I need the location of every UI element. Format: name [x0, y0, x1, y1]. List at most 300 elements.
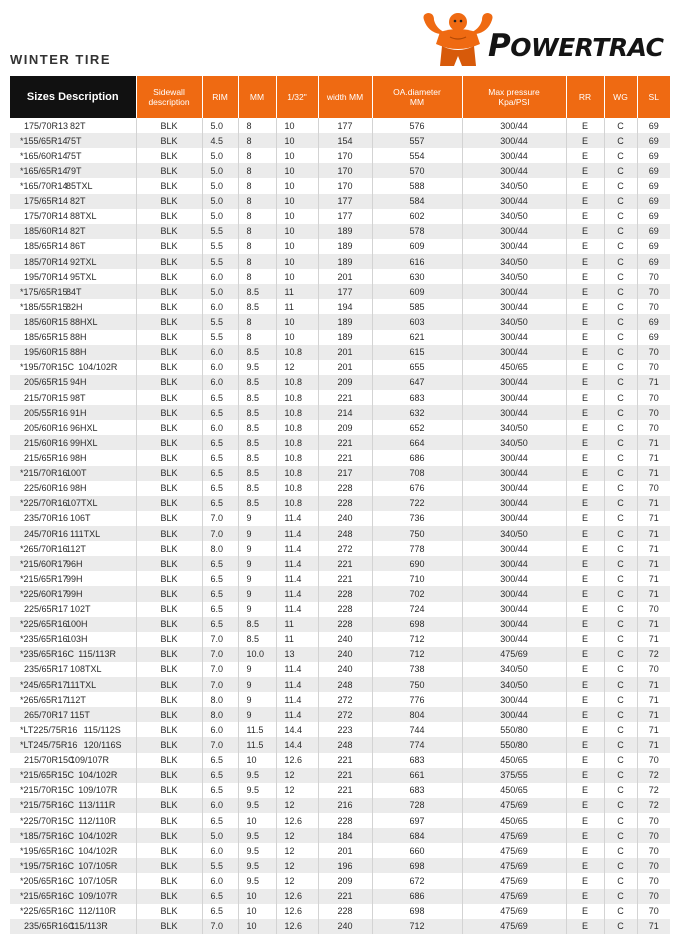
table-row: [10, 178, 670, 193]
spec-cell: 71: [637, 722, 670, 737]
spec-cell: 6.0: [202, 873, 238, 888]
table-row: [10, 163, 670, 178]
spec-cell: E: [566, 737, 604, 752]
size-description-cell: [10, 753, 136, 768]
spec-cell: 11.4: [276, 707, 318, 722]
table-row: [10, 692, 670, 707]
spec-cell: BLK: [136, 466, 202, 481]
column-header: 1/32": [276, 76, 318, 118]
load-speed-index: 92TXL: [70, 256, 97, 267]
spec-cell: 8: [238, 118, 276, 133]
spec-cell: E: [566, 405, 604, 420]
column-header: RR: [566, 76, 604, 118]
table-row: [10, 148, 670, 163]
size-description-cell: [10, 677, 136, 692]
spec-cell: 585: [372, 299, 462, 314]
spec-cell: 10.8: [276, 390, 318, 405]
spec-cell: 10: [276, 330, 318, 345]
spec-cell: 804: [372, 707, 462, 722]
spec-cell: 300/44: [462, 707, 566, 722]
spec-cell: 10: [276, 118, 318, 133]
spec-cell: 72: [637, 798, 670, 813]
spec-cell: BLK: [136, 737, 202, 752]
load-speed-index: 108TXL: [70, 664, 102, 675]
size-description-cell: [10, 239, 136, 254]
spec-cell: BLK: [136, 571, 202, 586]
table-row: [10, 707, 670, 722]
spec-cell: 11.5: [238, 737, 276, 752]
spec-cell: 609: [372, 284, 462, 299]
spec-cell: 11.4: [276, 571, 318, 586]
spec-cell: 201: [318, 360, 372, 375]
size-description-cell: [10, 586, 136, 601]
spec-cell: 71: [637, 737, 670, 752]
table-row: [10, 526, 670, 541]
spec-cell: 70: [637, 481, 670, 496]
table-row: [10, 828, 670, 843]
load-speed-index: 75T: [66, 150, 82, 161]
load-speed-index: 112/110R: [78, 815, 116, 826]
load-speed-index: 109/107R: [78, 785, 118, 796]
spec-cell: 72: [637, 647, 670, 662]
spec-cell: 71: [637, 375, 670, 390]
spec-cell: BLK: [136, 194, 202, 209]
spec-cell: 10.8: [276, 420, 318, 435]
spec-cell: 69: [637, 314, 670, 329]
load-speed-index: 102T: [70, 604, 91, 615]
spec-cell: 12: [276, 828, 318, 843]
spec-cell: E: [566, 692, 604, 707]
spec-cell: BLK: [136, 798, 202, 813]
tire-size: 175/65R14: [24, 196, 69, 207]
spec-cell: 69: [637, 163, 670, 178]
spec-cell: 300/44: [462, 194, 566, 209]
spec-cell: 698: [372, 617, 462, 632]
spec-cell: 8.5: [238, 390, 276, 405]
spec-cell: 10: [238, 813, 276, 828]
spec-cell: E: [566, 707, 604, 722]
table-row: [10, 677, 670, 692]
spec-cell: BLK: [136, 541, 202, 556]
spec-cell: 10.8: [276, 345, 318, 360]
spec-cell: 10: [276, 254, 318, 269]
spec-cell: 194: [318, 299, 372, 314]
spec-cell: 69: [637, 239, 670, 254]
spec-cell: 475/69: [462, 873, 566, 888]
spec-cell: 778: [372, 541, 462, 556]
spec-cell: C: [604, 692, 637, 707]
spec-cell: BLK: [136, 602, 202, 617]
spec-cell: 672: [372, 873, 462, 888]
tire-size: *155/65R14: [20, 135, 68, 146]
spec-cell: 340/50: [462, 178, 566, 193]
table-row: [10, 375, 670, 390]
load-speed-index: 111TXL: [70, 528, 101, 539]
size-description-cell: [10, 843, 136, 858]
spec-cell: 300/44: [462, 541, 566, 556]
size-description-cell: [10, 919, 136, 934]
size-description-cell: [10, 118, 136, 133]
table-row: [10, 511, 670, 526]
table-row: [10, 194, 670, 209]
spec-cell: E: [566, 571, 604, 586]
spec-cell: E: [566, 375, 604, 390]
spec-cell: 196: [318, 858, 372, 873]
spec-cell: C: [604, 571, 637, 586]
tire-size: 205/60R16: [24, 422, 69, 433]
spec-cell: C: [604, 360, 637, 375]
powertrac-logo: [418, 10, 670, 68]
spec-cell: E: [566, 163, 604, 178]
size-description-cell: [10, 148, 136, 163]
spec-cell: 11.5: [238, 722, 276, 737]
spec-cell: 652: [372, 420, 462, 435]
load-speed-index: 103H: [66, 634, 88, 645]
spec-cell: E: [566, 314, 604, 329]
table-row: [10, 662, 670, 677]
spec-cell: C: [604, 496, 637, 511]
spec-cell: 6.0: [202, 722, 238, 737]
spec-cell: 6.5: [202, 617, 238, 632]
spec-cell: 8: [238, 314, 276, 329]
spec-cell: 71: [637, 632, 670, 647]
spec-cell: E: [566, 813, 604, 828]
spec-cell: 8.5: [238, 632, 276, 647]
spec-cell: 189: [318, 254, 372, 269]
spec-cell: 450/65: [462, 753, 566, 768]
spec-cell: 5.0: [202, 284, 238, 299]
spec-cell: 6.5: [202, 435, 238, 450]
spec-cell: 576: [372, 118, 462, 133]
spec-cell: 744: [372, 722, 462, 737]
spec-cell: 6.0: [202, 360, 238, 375]
spec-cell: E: [566, 390, 604, 405]
spec-cell: 6.5: [202, 602, 238, 617]
spec-cell: E: [566, 239, 604, 254]
spec-cell: BLK: [136, 677, 202, 692]
size-description-cell: [10, 556, 136, 571]
table-row: [10, 405, 670, 420]
spec-cell: 750: [372, 526, 462, 541]
spec-cell: 228: [318, 617, 372, 632]
spec-cell: 300/44: [462, 617, 566, 632]
size-description-cell: [10, 889, 136, 904]
spec-cell: 7.0: [202, 919, 238, 934]
spec-cell: 712: [372, 647, 462, 662]
spec-cell: 9: [238, 571, 276, 586]
spec-cell: 300/44: [462, 692, 566, 707]
tire-size: 235/65R17: [24, 664, 69, 675]
size-description-cell: [10, 405, 136, 420]
load-speed-index: 88H: [70, 347, 87, 358]
spec-cell: 686: [372, 889, 462, 904]
spec-cell: 8.5: [238, 345, 276, 360]
spec-cell: 221: [318, 435, 372, 450]
spec-cell: E: [566, 269, 604, 284]
load-speed-index: 100T: [66, 468, 87, 479]
spec-cell: BLK: [136, 662, 202, 677]
spec-cell: 70: [637, 602, 670, 617]
spec-cell: E: [566, 209, 604, 224]
spec-cell: 9: [238, 602, 276, 617]
spec-cell: 7.0: [202, 647, 238, 662]
spec-cell: 8: [238, 148, 276, 163]
spec-cell: 603: [372, 314, 462, 329]
spec-cell: 728: [372, 798, 462, 813]
spec-cell: C: [604, 345, 637, 360]
table-row: [10, 541, 670, 556]
spec-cell: C: [604, 843, 637, 858]
table-row: [10, 873, 670, 888]
spec-cell: 10: [276, 133, 318, 148]
table-row: [10, 919, 670, 934]
spec-cell: 6.0: [202, 843, 238, 858]
spec-cell: 300/44: [462, 511, 566, 526]
spec-cell: 5.0: [202, 163, 238, 178]
load-speed-index: 104/102R: [78, 770, 118, 781]
size-description-cell: [10, 541, 136, 556]
table-row: [10, 254, 670, 269]
spec-cell: 588: [372, 178, 462, 193]
spec-cell: 6.5: [202, 496, 238, 511]
spec-cell: 6.0: [202, 299, 238, 314]
tire-size: *215/65R17: [20, 573, 68, 584]
spec-cell: 9.5: [238, 798, 276, 813]
spec-cell: 240: [318, 919, 372, 934]
spec-cell: 189: [318, 314, 372, 329]
size-description-cell: [10, 466, 136, 481]
spec-cell: 630: [372, 269, 462, 284]
spec-cell: 8: [238, 254, 276, 269]
spec-cell: 300/44: [462, 390, 566, 405]
spec-cell: 8: [238, 163, 276, 178]
spec-cell: E: [566, 511, 604, 526]
spec-cell: 300/44: [462, 496, 566, 511]
tire-size: 185/60R15: [24, 316, 69, 327]
spec-cell: 647: [372, 375, 462, 390]
spec-cell: C: [604, 873, 637, 888]
spec-cell: C: [604, 722, 637, 737]
spec-cell: C: [604, 178, 637, 193]
spec-cell: C: [604, 224, 637, 239]
spec-cell: 300/44: [462, 632, 566, 647]
spec-cell: 9.5: [238, 360, 276, 375]
spec-cell: E: [566, 466, 604, 481]
spec-cell: 5.0: [202, 178, 238, 193]
spec-cell: 221: [318, 768, 372, 783]
spec-cell: BLK: [136, 722, 202, 737]
table-row: [10, 632, 670, 647]
table-row: [10, 783, 670, 798]
spec-cell: 655: [372, 360, 462, 375]
tire-size: *165/70R14: [20, 180, 68, 191]
tire-size: *235/65R16: [20, 634, 68, 645]
spec-cell: 209: [318, 420, 372, 435]
spec-cell: 14.4: [276, 737, 318, 752]
table-row: [10, 269, 670, 284]
spec-cell: 11: [276, 632, 318, 647]
load-speed-index: 107/105R: [78, 860, 118, 871]
spec-cell: 738: [372, 662, 462, 677]
spec-cell: 9.5: [238, 873, 276, 888]
spec-cell: E: [566, 828, 604, 843]
spec-cell: 6.5: [202, 571, 238, 586]
spec-cell: 702: [372, 586, 462, 601]
spec-cell: 8: [238, 209, 276, 224]
size-description-cell: [10, 783, 136, 798]
size-description-cell: [10, 662, 136, 677]
spec-cell: 10: [276, 224, 318, 239]
spec-cell: 71: [637, 617, 670, 632]
tire-size: *195/75R16C: [20, 860, 75, 871]
spec-cell: BLK: [136, 692, 202, 707]
spec-cell: E: [566, 798, 604, 813]
table-row: [10, 889, 670, 904]
spec-cell: E: [566, 843, 604, 858]
spec-cell: C: [604, 299, 637, 314]
spec-cell: E: [566, 133, 604, 148]
size-description-cell: [10, 511, 136, 526]
spec-cell: 221: [318, 889, 372, 904]
spec-cell: 228: [318, 481, 372, 496]
load-speed-index: 104/102R: [78, 830, 118, 841]
spec-cell: 272: [318, 707, 372, 722]
spec-cell: E: [566, 722, 604, 737]
spec-cell: 7.0: [202, 662, 238, 677]
tire-size: *215/70R15C: [20, 785, 75, 796]
spec-cell: E: [566, 632, 604, 647]
table-row: [10, 737, 670, 752]
tire-spec-table: [10, 76, 670, 934]
spec-cell: E: [566, 148, 604, 163]
spec-cell: 9.5: [238, 828, 276, 843]
spec-cell: E: [566, 435, 604, 450]
tire-size: *165/60R14: [20, 150, 68, 161]
spec-cell: 11.4: [276, 586, 318, 601]
spec-cell: 71: [637, 511, 670, 526]
spec-cell: 12.6: [276, 919, 318, 934]
spec-cell: 201: [318, 345, 372, 360]
table-row: [10, 647, 670, 662]
spec-cell: 6.5: [202, 889, 238, 904]
spec-cell: C: [604, 813, 637, 828]
spec-cell: BLK: [136, 330, 202, 345]
spec-cell: 340/50: [462, 677, 566, 692]
tire-size: 185/70R14: [24, 256, 69, 267]
load-speed-index: 112T: [66, 694, 86, 705]
spec-cell: C: [604, 314, 637, 329]
spec-cell: 10.8: [276, 466, 318, 481]
load-speed-index: 88H: [70, 332, 87, 343]
spec-cell: E: [566, 284, 604, 299]
tire-size: 225/60R16: [24, 483, 69, 494]
spec-cell: 5.0: [202, 209, 238, 224]
spec-cell: 300/44: [462, 481, 566, 496]
table-row: [10, 843, 670, 858]
tire-size: *LT225/75R16: [20, 724, 78, 735]
table-row: [10, 586, 670, 601]
spec-cell: E: [566, 677, 604, 692]
spec-cell: C: [604, 148, 637, 163]
spec-cell: BLK: [136, 390, 202, 405]
spec-cell: 4.5: [202, 133, 238, 148]
spec-cell: 201: [318, 843, 372, 858]
spec-cell: 5.0: [202, 828, 238, 843]
spec-cell: BLK: [136, 284, 202, 299]
spec-cell: BLK: [136, 450, 202, 465]
spec-cell: 10: [238, 753, 276, 768]
load-speed-index: 106T: [70, 513, 91, 524]
tire-size: *215/60R17: [20, 558, 68, 569]
column-header: OA.diameter MM: [372, 76, 462, 118]
spec-cell: 71: [637, 677, 670, 692]
tire-size: 215/70R15C: [24, 755, 75, 766]
size-description-cell: [10, 330, 136, 345]
spec-cell: C: [604, 284, 637, 299]
tire-size: *215/75R16C: [20, 800, 75, 811]
spec-cell: 6.5: [202, 586, 238, 601]
spec-cell: BLK: [136, 783, 202, 798]
spec-cell: E: [566, 919, 604, 934]
tire-size: 185/65R14: [24, 241, 69, 252]
spec-cell: 12: [276, 768, 318, 783]
spec-cell: 5.0: [202, 118, 238, 133]
load-speed-index: 91H: [70, 407, 87, 418]
table-row: [10, 496, 670, 511]
spec-cell: 228: [318, 496, 372, 511]
spec-cell: BLK: [136, 873, 202, 888]
column-header: SL: [637, 76, 670, 118]
tire-size: *195/70R15C: [20, 362, 75, 373]
spec-cell: 11: [276, 617, 318, 632]
spec-cell: 300/44: [462, 602, 566, 617]
spec-cell: 71: [637, 692, 670, 707]
spec-cell: BLK: [136, 632, 202, 647]
spec-cell: 69: [637, 148, 670, 163]
spec-cell: 6.5: [202, 450, 238, 465]
spec-cell: 70: [637, 904, 670, 919]
spec-cell: E: [566, 178, 604, 193]
spec-cell: 300/44: [462, 571, 566, 586]
table-row: [10, 345, 670, 360]
spec-cell: 170: [318, 178, 372, 193]
spec-cell: 6.0: [202, 375, 238, 390]
spec-cell: BLK: [136, 753, 202, 768]
spec-cell: 6.5: [202, 783, 238, 798]
spec-cell: 12.6: [276, 889, 318, 904]
spec-cell: 375/55: [462, 768, 566, 783]
size-description-cell: [10, 269, 136, 284]
spec-cell: 11: [276, 299, 318, 314]
tire-size: 215/65R16: [24, 452, 69, 463]
spec-cell: BLK: [136, 496, 202, 511]
spec-cell: 8: [238, 194, 276, 209]
table-row: [10, 450, 670, 465]
spec-cell: 684: [372, 828, 462, 843]
spec-cell: 550/80: [462, 722, 566, 737]
spec-cell: 683: [372, 390, 462, 405]
spec-cell: 8.0: [202, 541, 238, 556]
spec-cell: 240: [318, 511, 372, 526]
spec-cell: 8.5: [238, 450, 276, 465]
spec-cell: 240: [318, 662, 372, 677]
spec-cell: 228: [318, 904, 372, 919]
spec-cell: 70: [637, 889, 670, 904]
spec-cell: 340/50: [462, 435, 566, 450]
spec-cell: 69: [637, 209, 670, 224]
spec-cell: 475/69: [462, 647, 566, 662]
spec-cell: 683: [372, 783, 462, 798]
